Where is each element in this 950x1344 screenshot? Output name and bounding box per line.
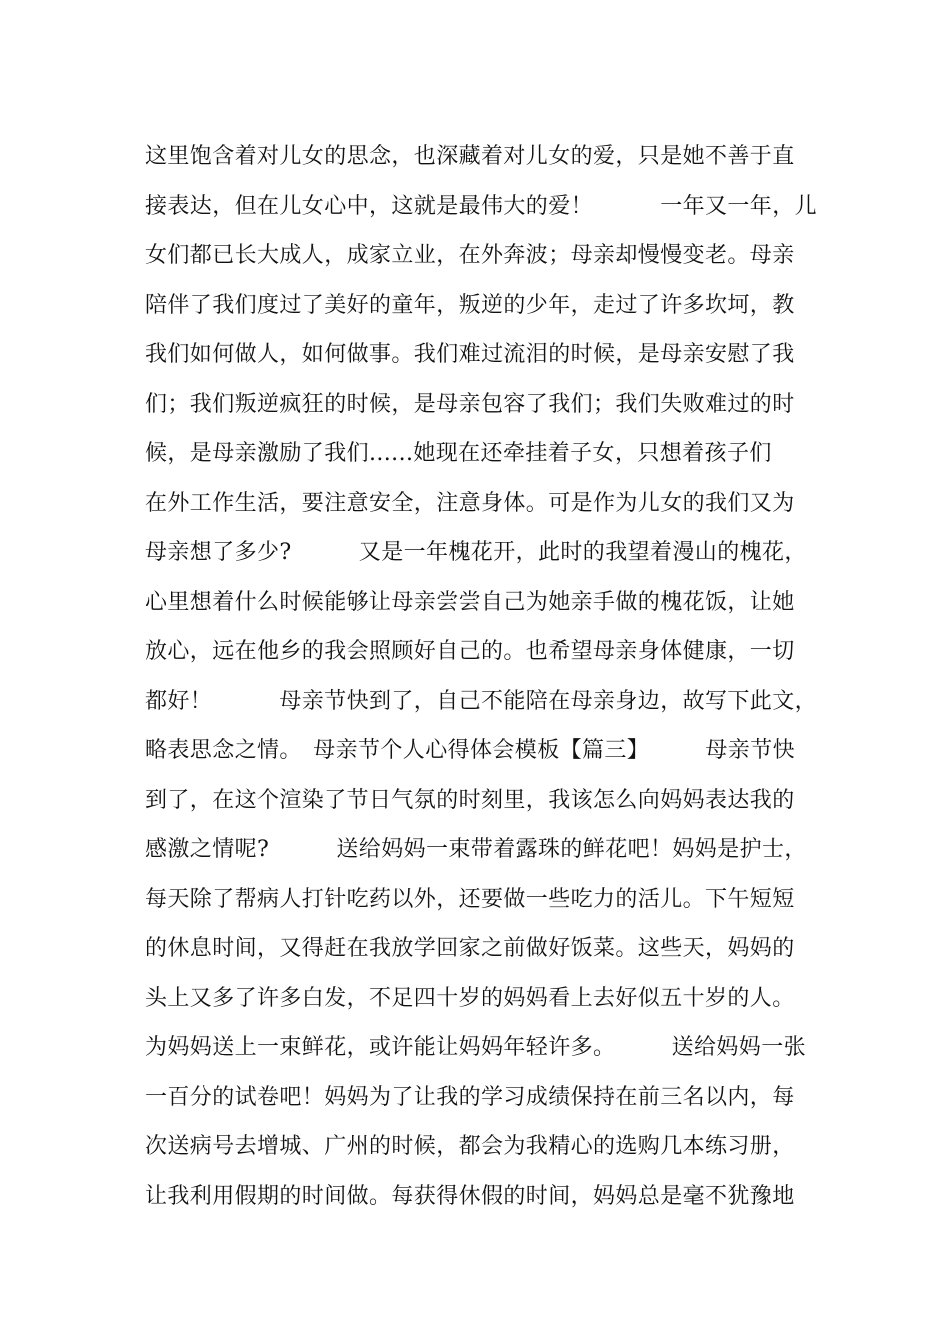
text-line: 到了，在这个渲染了节日气氛的时刻里，我该怎么向妈妈表达我的 — [145, 787, 795, 813]
text-line: 候，是母亲激励了我们......她现在还牵挂着子女，只想着孩子们 — [145, 441, 772, 466]
text-line: 每天除了帮病人打针吃药以外，还要做一些吃力的活儿。下午短短 — [145, 886, 795, 912]
text-line: 都好！ 母亲节快到了，自己不能陪在母亲身边，故写下此文， — [145, 688, 818, 714]
text-line: 感激之情呢? 送给妈妈一束带着露珠的鲜花吧！妈妈是护士， — [145, 837, 807, 862]
text-line: 们；我们叛逆疯狂的时候，是母亲包容了我们；我们失败难过的时 — [145, 391, 795, 417]
text-line: 的休息时间，又得赶在我放学回家之前做好饭菜。这些天，妈妈的 — [145, 936, 795, 961]
text-line: 头上又多了许多白发，不足四十岁的妈妈看上去好似五十岁的人。 — [145, 985, 795, 1011]
text-line: 这里饱含着对儿女的思念，也深藏着对儿女的爱，只是她不善于直 — [145, 144, 795, 169]
text-line: 女们都已长大成人，成家立业，在外奔波；母亲却慢慢变老。母亲 — [145, 243, 795, 268]
text-line: 母亲想了多少? 又是一年槐花开，此时的我望着漫山的槐花， — [145, 540, 807, 565]
text-line: 放心，远在他乡的我会照顾好自己的。也希望母亲身体健康，一切 — [145, 639, 795, 664]
text-line: 我们如何做人，如何做事。我们难过流泪的时候，是母亲安慰了我 — [145, 342, 795, 367]
text-line: 陪伴了我们度过了美好的童年，叛逆的少年，走过了许多坎坷，教 — [145, 292, 795, 318]
text-line: 略表思念之情。 母亲节个人心得体会模板【篇三】 母亲节快 — [145, 738, 796, 763]
text-line: 心里想着什么时候能够让母亲尝尝自己为她亲手做的槐花饭，让她 — [145, 589, 795, 615]
text-line: 次送病号去增城、广州的时候，都会为我精心的选购几本练习册， — [145, 1134, 795, 1159]
text-line: 在外工作生活，要注意安全，注意身体。可是作为儿女的我们又为 — [145, 490, 795, 516]
body-text — [145, 132, 818, 1221]
text-line: 接表达，但在儿女心中，这就是最伟大的爱！ 一年又一年，儿 — [145, 193, 818, 219]
text-line: 为妈妈送上一束鲜花，或许能让妈妈年轻许多。 送给妈妈一张 — [145, 1035, 807, 1060]
text-line: 一百分的试卷吧！妈妈为了让我的学习成绩保持在前三名以内，每 — [145, 1084, 795, 1110]
text-line: 让我利用假期的时间做。每获得休假的时间，妈妈总是毫不犹豫地 — [145, 1183, 795, 1209]
